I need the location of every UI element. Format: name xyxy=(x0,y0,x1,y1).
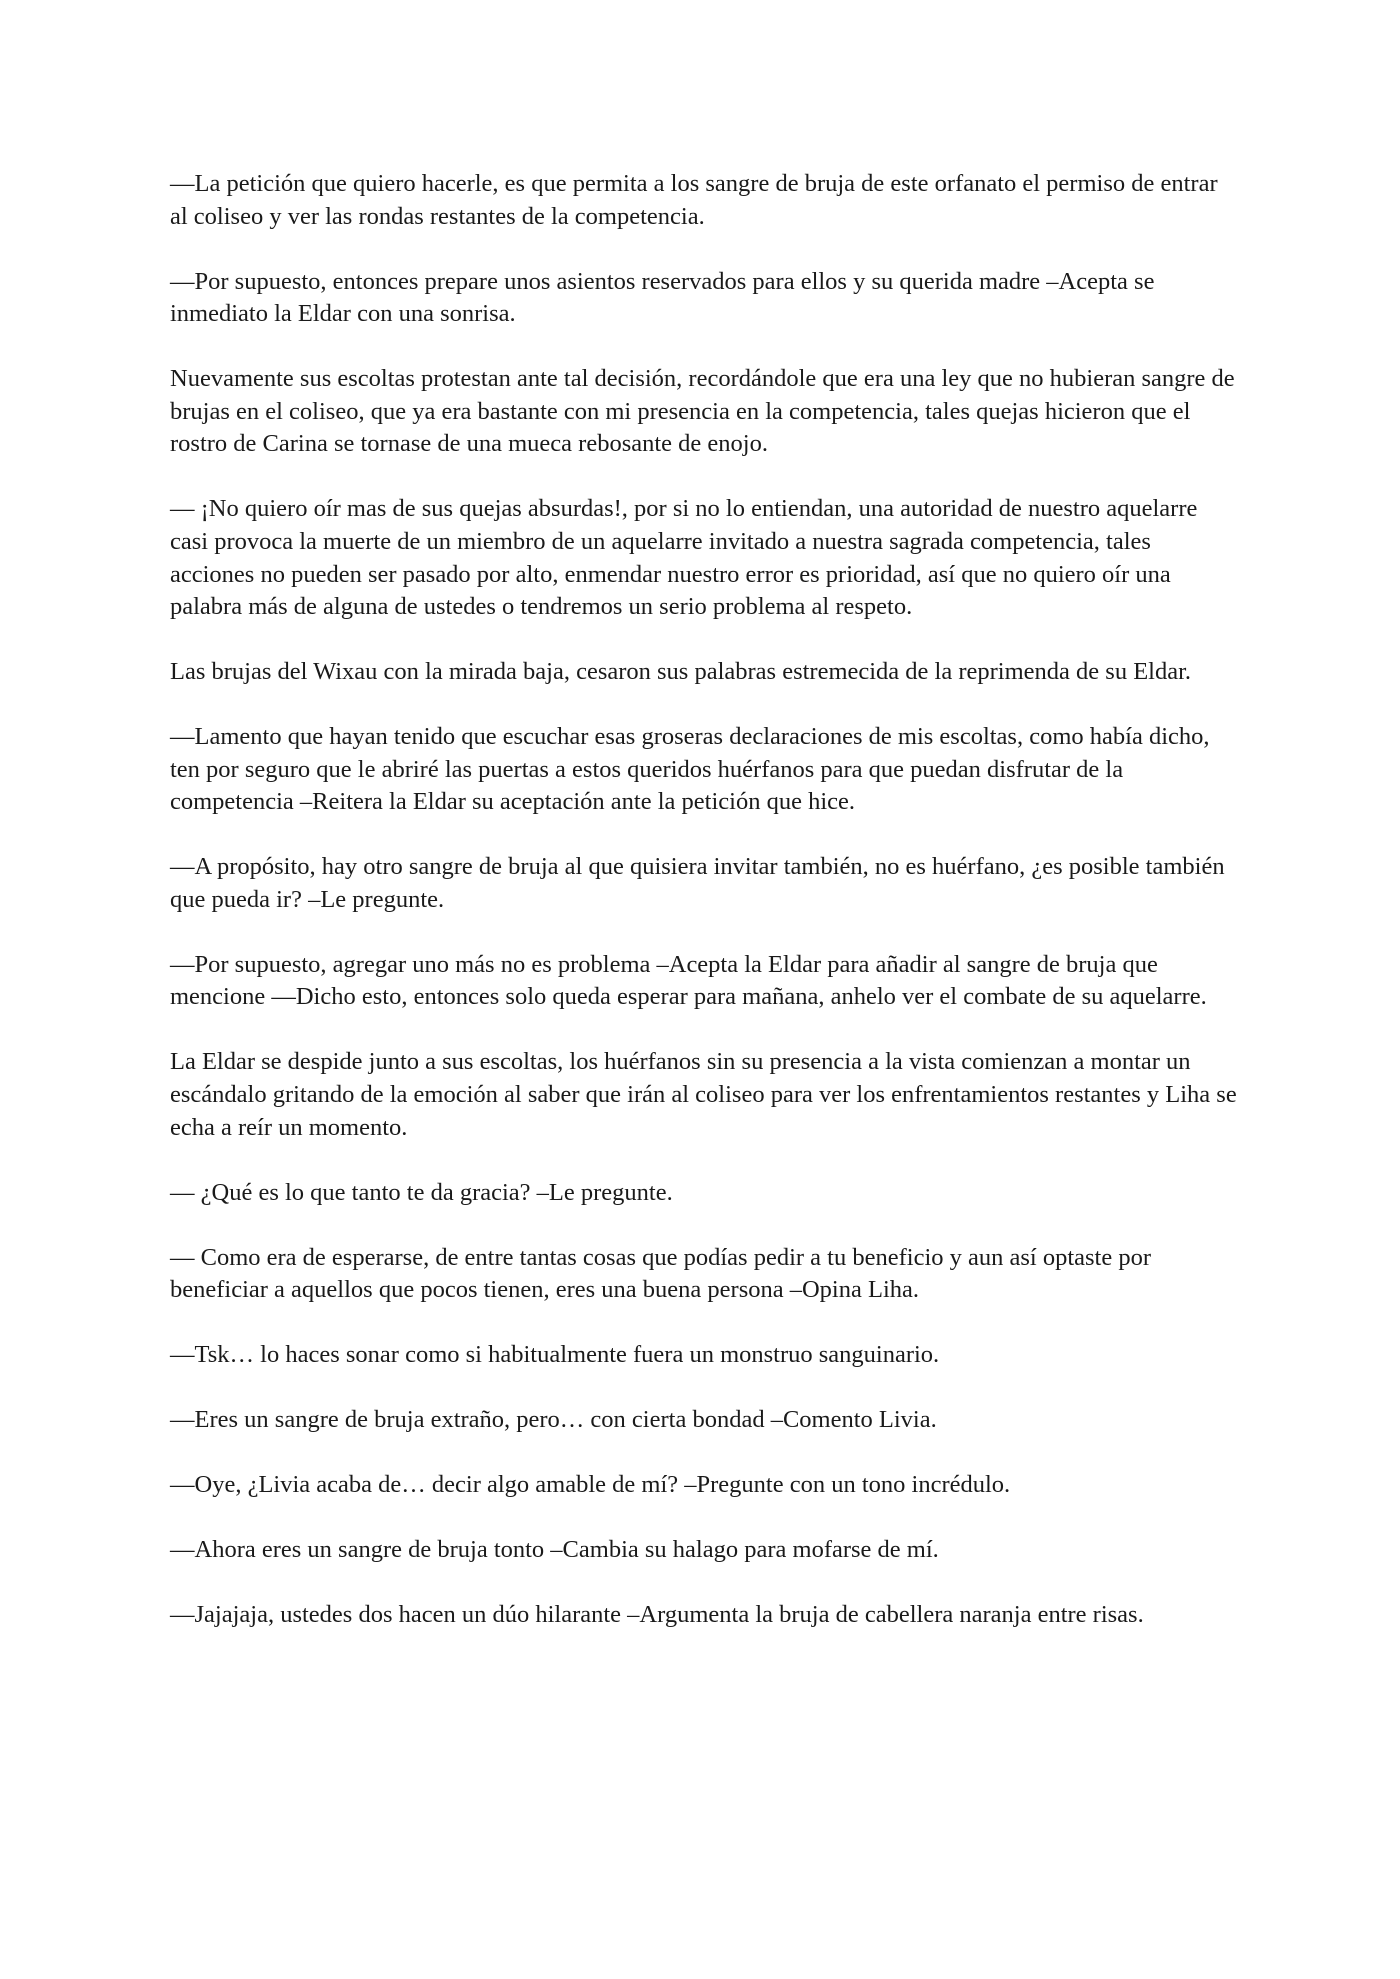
paragraph: La Eldar se despide junto a sus escoltas, los huérfanos sin su presencia a la vista comienzan a montar un escándalo gritando de la emoción al saber que irán al coliseo para ver los enfrentamientos restantes y Liha se echa a reír un momento. xyxy=(170,1048,1237,1141)
paragraph: — Como era de esperarse, de entre tantas cosas que podías pedir a tu beneficio y aun así optaste por beneficiar a aquellos que pocos tienen, eres una buena persona –Opina Liha. xyxy=(170,1243,1152,1304)
paragraph: —Por supuesto, agregar uno más no es problema –Acepta la Eldar para añadir al sangre de bruja que mencione —Dicho esto, entonces solo queda esperar para mañana, anhelo ver el combate de su aquelarre. xyxy=(170,950,1207,1011)
paragraph: —Ahora eres un sangre de bruja tonto –Cambia su halago para mofarse de mí. xyxy=(170,1536,939,1564)
paragraph: —La petición que quiero hacerle, es que permita a los sangre de bruja de este orfanato el permiso de entrar al coliseo y ver las rondas restantes de la competencia. xyxy=(170,170,1218,230)
paragraph: —Tsk… lo haces sonar como si habitualmente fuera un monstruo sanguinario. xyxy=(170,1341,940,1369)
paragraph: Nuevamente sus escoltas protestan ante tal decisión, recordándole que era una ley que no hubieran sangre de brujas en el coliseo, que ya era bastante con mi presencia en la competencia, tales quejas hicieron que el rostro de Carina se tornase de una mueca rebosante de enojo. xyxy=(170,365,1235,458)
paragraph: —Lamento que hayan tenido que escuchar esas groseras declaraciones de mis escoltas, como había dicho, ten por seguro que le abriré las puertas a estos queridos huérfanos para que puedan disfrutar de la competencia –Reitera la Eldar su aceptación ante la petición que hice. xyxy=(170,723,1210,816)
paragraph: —Eres un sangre de bruja extraño, pero… con cierta bondad –Comento Livia. xyxy=(170,1406,937,1434)
paragraph: —Jajajaja, ustedes dos hacen un dúo hilarante –Argumenta la bruja de cabellera naranja entre risas. xyxy=(170,1601,1144,1629)
paragraph: —A propósito, hay otro sangre de bruja al que quisiera invitar también, no es huérfano, ¿es posible también que pueda ir? –Le pregunte. xyxy=(170,853,1225,913)
paragraph: Las brujas del Wixau con la mirada baja, cesaron sus palabras estremecida de la reprimenda de su Eldar. xyxy=(170,658,1192,686)
paragraph: — ¡No quiero oír mas de sus quejas absurdas!, por si no lo entiendan, una autoridad de nuestro aquelarre casi provoca la muerte de un miembro de un aquelarre invitado a nuestra sagrada competencia, tales acciones no pueden ser pasado por alto, enmendar nuestro error es prioridad, así que no quiero oír una palabra más de alguna de ustedes o tendremos un serio problema al respeto. xyxy=(170,495,1198,621)
paragraph: —Oye, ¿Livia acaba de… decir algo amable de mí? –Pregunte con un tono incrédulo. xyxy=(170,1471,1011,1499)
paragraph: — ¿Qué es lo que tanto te da gracia? –Le pregunte. xyxy=(170,1178,673,1206)
document-body xyxy=(170,168,1240,1664)
paragraph: —Por supuesto, entonces prepare unos asientos reservados para ellos y su querida madre –Acepta se inmediato la Eldar con una sonrisa. xyxy=(170,267,1155,328)
